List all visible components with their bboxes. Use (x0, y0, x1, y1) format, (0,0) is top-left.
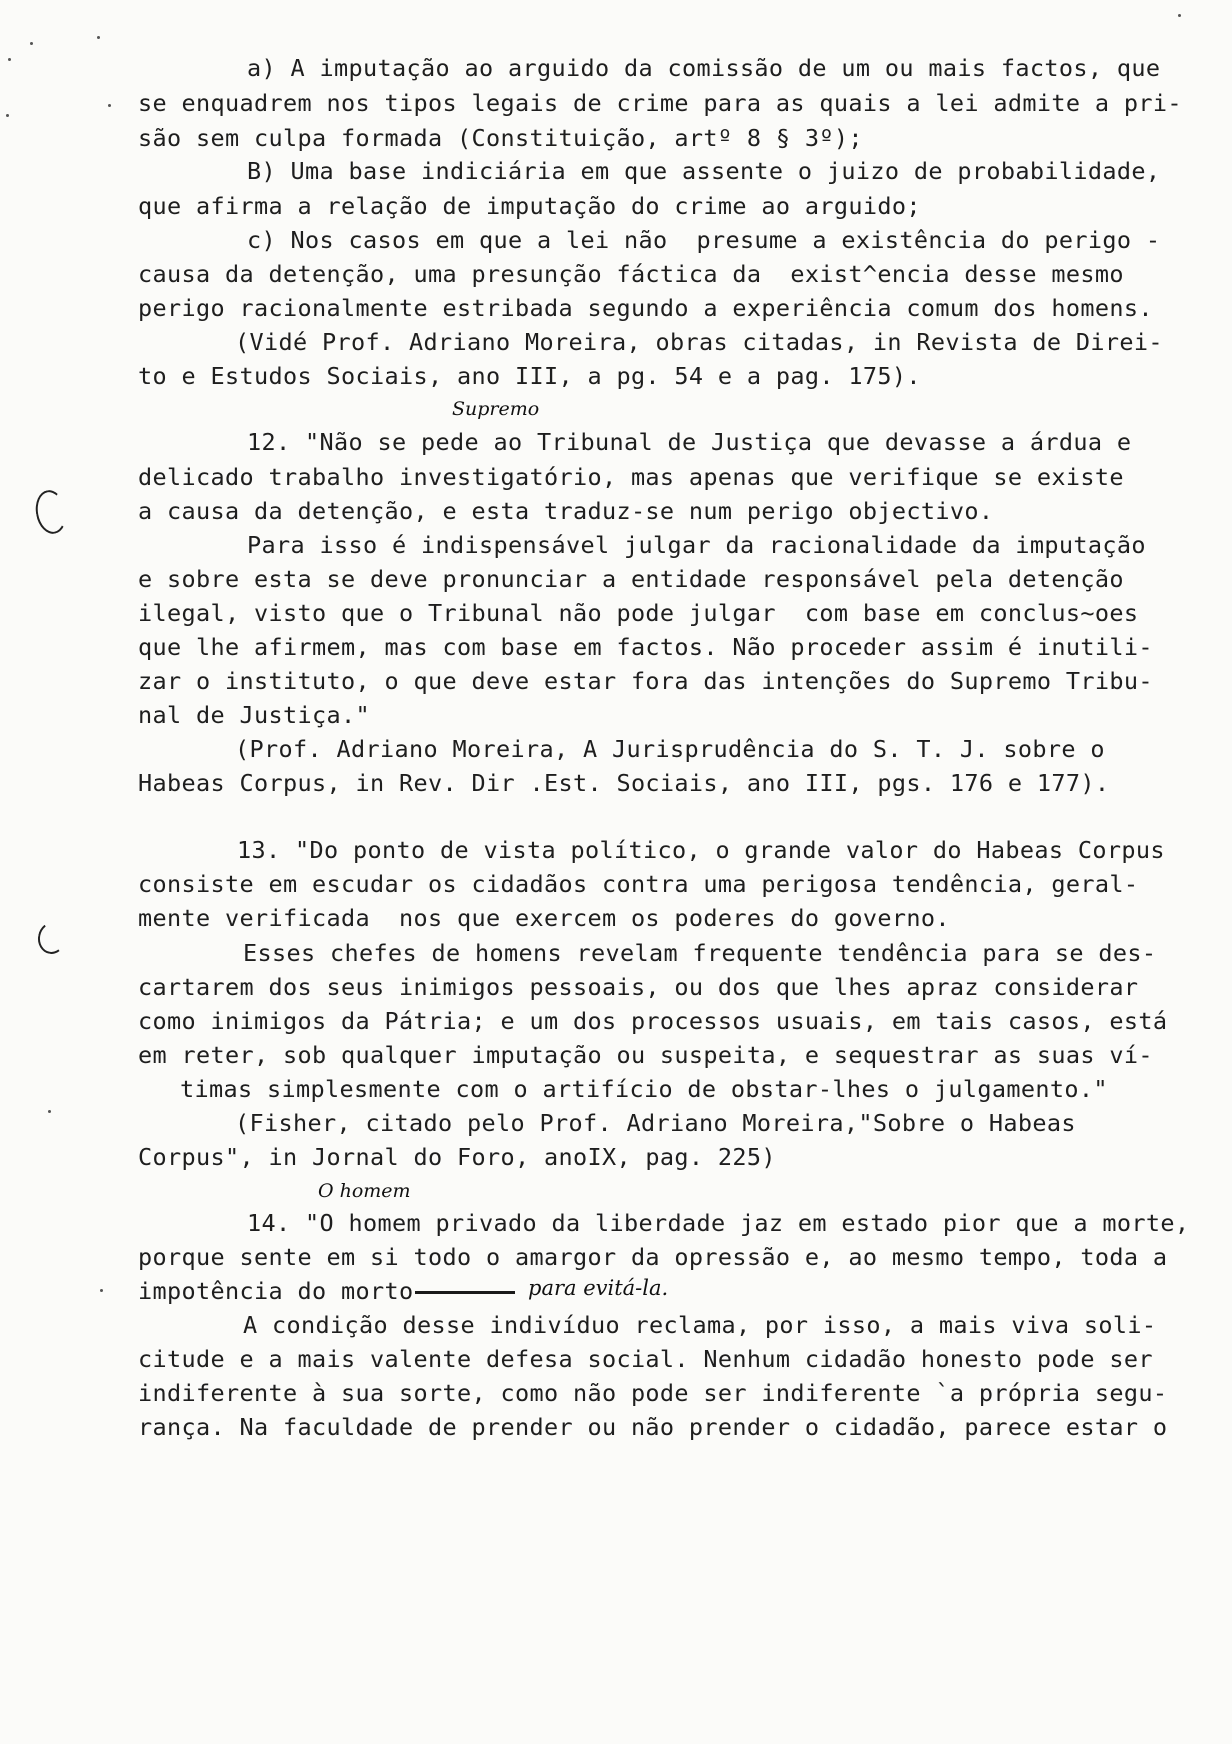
paper-speck (8, 58, 11, 61)
text-line: (Vidé Prof. Adriano Moreira, obras citadas, in Revista de Direi- (235, 328, 1163, 356)
text-line: indiferente à sua sorte, como não pode ser indiferente `a própria segu- (138, 1379, 1168, 1407)
text-line: consiste em escudar os cidadãos contra uma perigosa tendência, geral- (138, 870, 1139, 898)
text-line: zar o instituto, o que deve estar fora das intenções do Supremo Tribu- (138, 667, 1153, 695)
text-line: timas simplesmente com o artifício de obstar-lhes o julgamento." (180, 1075, 1108, 1103)
paper-speck (1178, 14, 1181, 17)
text-line: A condição desse indivíduo reclama, por isso, a mais viva soli- (243, 1311, 1157, 1339)
text-line: 13. "Do ponto de vista político, o grande valor do Habeas Corpus (237, 836, 1165, 864)
text-line: e sobre esta se deve pronunciar a entidade responsável pela detenção (138, 565, 1124, 593)
text-line: como inimigos da Pátria; e um dos processos usuais, em tais casos, está (138, 1007, 1168, 1035)
margin-mark (32, 488, 69, 537)
text-line: Corpus", in Jornal do Foro, anoIX, pag. 225) (138, 1143, 776, 1171)
text-line: Para isso é indispensável julgar da racionalidade da imputação (247, 531, 1146, 559)
text-line: nal de Justiça." (138, 701, 370, 729)
text-line: (Fisher, citado pelo Prof. Adriano Moreira,"Sobre o Habeas (235, 1109, 1076, 1137)
text-line: a causa da detenção, e esta traduz-se num perigo objectivo. (138, 497, 994, 525)
text-line: a) A imputação ao arguido da comissão de um ou mais factos, que (247, 54, 1161, 82)
text-line: são sem culpa formada (Constituição, artº 8 § 3º); (138, 124, 863, 152)
text-line: delicado trabalho investigatório, mas apenas que verifique se existe (138, 463, 1124, 491)
text-line: perigo racionalmente estribada segundo a experiência comum dos homens. (138, 294, 1153, 322)
text-line: citude e a mais valente defesa social. Nenhum cidadão honesto pode ser (138, 1345, 1153, 1373)
text-line: Habeas Corpus, in Rev. Dir .Est. Sociais, ano III, pgs. 176 e 177). (138, 769, 1110, 797)
text-line: mente verificada nos que exercem os poderes do governo. (138, 904, 950, 932)
text-line: porque sente em si todo o amargor da opressão e, ao mesmo tempo, toda a (138, 1243, 1168, 1271)
handwritten-insertion-supremo: Supremo (452, 398, 540, 420)
text-line: causa da detenção, uma presunção fáctica da exist^encia desse mesmo (138, 260, 1124, 288)
paper-speck (48, 1110, 51, 1113)
paper-speck (6, 114, 9, 117)
text-line: c) Nos casos em que a lei não presume a existência do perigo - (247, 226, 1161, 254)
paper-speck (108, 104, 111, 107)
text-line: Esses chefes de homens revelam frequente tendência para se des- (243, 939, 1157, 967)
text-line: que lhe afirmem, mas com base em factos. Não proceder assim é inutili- (138, 633, 1153, 661)
handwritten-insertion-para-evita-la: para evitá-la. (528, 1276, 669, 1300)
text-line: rança. Na faculdade de prender ou não prender o cidadão, parece estar o (138, 1413, 1168, 1441)
paper-speck (100, 1289, 103, 1292)
paper-speck (97, 36, 100, 39)
text-line: to e Estudos Sociais, ano III, a pg. 54 e a pag. 175). (138, 362, 921, 390)
paper-speck (30, 42, 33, 45)
margin-mark (35, 920, 68, 956)
text-line: cartarem dos seus inimigos pessoais, ou dos que lhes apraz considerar (138, 973, 1139, 1001)
text-line: 14. "O homem privado da liberdade jaz em estado pior que a morte, (247, 1209, 1190, 1237)
strikethrough-mark (415, 1291, 515, 1294)
text-line: se enquadrem nos tipos legais de crime para as quais a lei admite a pri- (138, 89, 1182, 117)
text-line: em reter, sob qualquer imputação ou suspeita, e sequestrar as suas ví- (138, 1041, 1153, 1069)
text-line: que afirma a relação de imputação do crime ao arguido; (138, 192, 921, 220)
handwritten-insertion-o-homem: O homem (318, 1180, 411, 1202)
text-line: 12. "Não se pede ao Tribunal de Justiça que devasse a árdua e (247, 428, 1132, 456)
text-line: impotência do morto (138, 1277, 414, 1305)
text-line: ilegal, visto que o Tribunal não pode julgar com base em conclus~oes (138, 599, 1139, 627)
text-line: (Prof. Adriano Moreira, A Jurisprudência do S. T. J. sobre o (235, 735, 1105, 763)
text-line: B) Uma base indiciária em que assente o juizo de probabilidade, (247, 157, 1161, 185)
